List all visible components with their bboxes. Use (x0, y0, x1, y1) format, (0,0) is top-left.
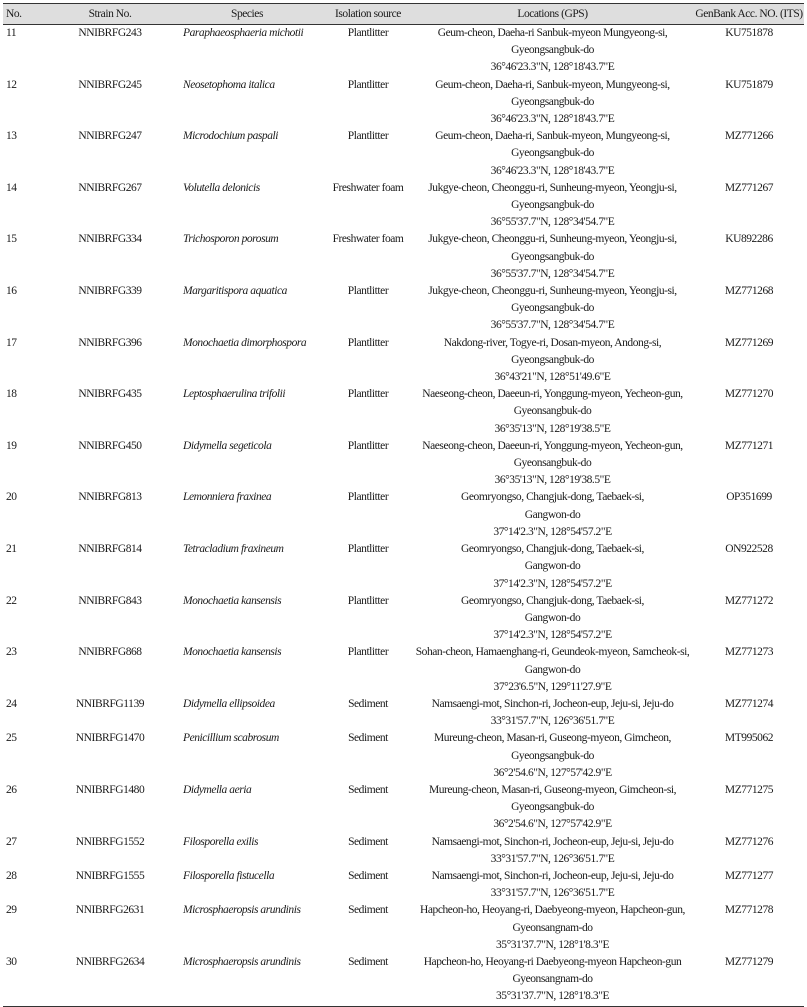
strain-table-container (3, 0, 804, 1007)
cell-strain: NNIBRFG247 (78, 130, 142, 143)
cell-location (411, 489, 694, 541)
location-line: Gyeongsangbuk-do (511, 749, 594, 762)
location-line: Namsaengi-mot, Sinchon-ri, Jocheon-eup, Jeju-si, Jeju-do (431, 697, 674, 710)
cell-species: Tetracladium fraxineum (183, 543, 284, 556)
cell-no: 26 (6, 783, 17, 796)
cell-location (411, 541, 694, 593)
location-line: 37°14'2.3"N, 128°54'57.2"E (493, 577, 612, 590)
cell-strain: NNIBRFG339 (78, 285, 142, 298)
cell-source: Plantlitter (347, 336, 389, 349)
location-line: 36°46'23.3"N, 128°18'43.7"E (490, 164, 615, 177)
cell-location (411, 25, 694, 77)
location-line: 37°23'6.5"N, 129°11'27.9"E (493, 680, 612, 693)
cell-source: Sediment (348, 835, 388, 848)
location-line: Gyeonsangbuk-do (513, 405, 592, 418)
location-line: Mureung-cheon, Masan-ri, Guseong-myeon, Gimcheon, (434, 732, 671, 745)
cell-no: 17 (6, 336, 17, 349)
location-line: Gyeongsangbuk-do (511, 199, 594, 212)
location-line: 36°46'23.3"N, 128°18'43.7"E (490, 61, 615, 74)
cell-no: 13 (6, 130, 17, 143)
cell-location (411, 231, 694, 283)
cell-species: Leptosphaerulina trifolii (183, 388, 286, 401)
cell-no: 24 (6, 697, 17, 710)
header-species: Species (169, 4, 325, 25)
cell-species: Filosporella exilis (183, 835, 259, 848)
cell-genbank: ON922528 (725, 543, 773, 556)
location-line: 36°43'21"N, 128°51'49.6"E (494, 371, 611, 384)
table-body (3, 25, 804, 1007)
cell-strain: NNIBRFG435 (78, 388, 142, 401)
table-row (3, 782, 804, 834)
cell-no: 19 (6, 439, 17, 452)
cell-strain: NNIBRFG1480 (75, 783, 145, 796)
location-line: Gyeonsangnam-do (512, 921, 593, 934)
cell-species: Didymella segeticola (183, 439, 272, 452)
cell-source: Plantlitter (347, 27, 389, 39)
location-line: Namsaengi-mot, Sinchon-ri, Jocheon-eup, Jeju-si, Jeju-do (431, 835, 674, 848)
table-row (3, 834, 804, 868)
table-row (3, 696, 804, 730)
cell-species: Monochaetia dimorphospora (183, 336, 307, 349)
cell-location (411, 868, 694, 902)
header-genbank: GenBank Acc. NO. (ITS) (694, 4, 804, 25)
cell-strain: NNIBRFG1552 (75, 835, 145, 848)
cell-genbank: MZ771278 (724, 904, 774, 917)
cell-source: Plantlitter (347, 388, 389, 401)
cell-location (411, 954, 694, 1006)
cell-species: Didymella ellipsoidea (183, 697, 275, 710)
table-row (3, 180, 804, 232)
cell-species: Monochaetia kansensis (183, 646, 282, 659)
location-line: 35°31'37.7"N, 128°1'8.3"E (495, 938, 610, 951)
cell-genbank: MZ771270 (724, 388, 774, 401)
table-row (3, 902, 804, 954)
cell-strain: NNIBRFG450 (78, 439, 142, 452)
cell-genbank: MZ771274 (724, 697, 774, 710)
cell-genbank: MZ771272 (724, 594, 774, 607)
location-line: Gyeonsangbuk-do (513, 457, 592, 470)
cell-species: Microsphaeropsis arundinis (169, 954, 325, 1006)
header-row (3, 4, 804, 25)
location-line: Gyeongsangbuk-do (511, 44, 594, 57)
location-line: Jukgye-cheon, Cheonggu-ri, Sunheung-myeon, Yeongju-si, (428, 285, 677, 298)
cell-location (411, 834, 694, 868)
table-row (3, 868, 804, 902)
cell-genbank: OP351699 (726, 491, 772, 504)
cell-species: Microsphaeropsis arundinis (183, 904, 301, 917)
cell-genbank: MT995062 (724, 732, 774, 745)
header-location: Locations (GPS) (411, 4, 694, 25)
header-source: Isolation source (325, 4, 411, 25)
location-line: Naeseong-cheon, Daeeun-ri, Yonggung-myeon, Yecheon-gun, (422, 388, 683, 401)
location-line: Jukgye-cheon, Cheonggu-ri, Sunheung-myeon, Yeongju-si, (428, 181, 677, 194)
cell-location (411, 77, 694, 129)
cell-genbank: MZ771277 (724, 869, 774, 882)
cell-no: 27 (6, 835, 17, 848)
header-no: No. (3, 4, 51, 25)
cell-location (411, 593, 694, 645)
cell-strain: NNIBRFG813 (78, 491, 142, 504)
table-row (3, 730, 804, 782)
cell-species: Filosporella fistucella (183, 869, 275, 882)
cell-no: 12 (6, 78, 17, 91)
cell-genbank: MZ771271 (724, 439, 774, 452)
cell-species: Trichosporon porosum (183, 233, 279, 246)
cell-genbank: MZ771268 (724, 285, 774, 298)
cell-source: Sediment (348, 783, 388, 796)
cell-location (411, 335, 694, 387)
location-line: Gyeongsangbuk-do (511, 302, 594, 315)
cell-source: Plantlitter (347, 285, 389, 298)
cell-genbank: MZ771276 (724, 835, 774, 848)
location-line: 36°35'13"N, 128°19'38.5"E (494, 422, 611, 435)
location-line: 36°2'54.6"N, 127°57'42.9"E (493, 818, 612, 831)
cell-strain: NNIBRFG868 (78, 646, 142, 659)
cell-source: Plantlitter (347, 543, 389, 556)
cell-strain: NNIBRFG814 (78, 543, 142, 556)
location-line: 36°35'13"N, 128°19'38.5"E (494, 474, 611, 487)
cell-strain: NNIBRFG1139 (75, 697, 145, 710)
location-line: Geomryongso, Changjuk-dong, Taebaek-si, (461, 594, 644, 607)
location-line: Geomryongso, Changjuk-dong, Taebaek-si, (461, 543, 644, 556)
cell-no: 30 (3, 954, 51, 1006)
cell-strain: NNIBRFG267 (78, 181, 142, 194)
location-line: Gyeongsangbuk-do (511, 147, 594, 160)
cell-location (411, 696, 694, 730)
table-row (3, 593, 804, 645)
cell-location (411, 283, 694, 335)
location-line: Gyeongsangbuk-do (511, 95, 594, 108)
cell-species: Margaritispora aquatica (183, 285, 287, 298)
cell-strain: NNIBRFG843 (78, 594, 142, 607)
cell-strain: NNIBRFG1555 (75, 869, 145, 882)
table-row (3, 541, 804, 593)
cell-genbank: MZ771269 (724, 336, 774, 349)
location-line: Geum-cheon, Daeha-ri, Sanbuk-myeon, Mungyeong-si, (435, 130, 670, 143)
cell-no: 28 (6, 869, 17, 882)
location-line: 36°46'23.3"N, 128°18'43.7"E (490, 113, 615, 126)
table-header (3, 4, 804, 25)
location-line: 36°55'37.7"N, 128°34'54.7"E (490, 216, 615, 229)
location-line: Geomryongso, Changjuk-dong, Taebaek-si, (461, 491, 644, 504)
table-row (3, 231, 804, 283)
location-line: Geum-cheon, Daeha-ri, Sanbuk-myeon, Mungyeong-si, (435, 78, 670, 91)
cell-source: Plantlitter (347, 594, 389, 607)
cell-source: Plantlitter (347, 130, 389, 143)
cell-no: 25 (6, 732, 17, 745)
location-line: 33°31'57.7"N, 126°36'51.7"E (490, 887, 615, 900)
cell-location (411, 902, 694, 954)
cell-species: Didymella aeria (183, 783, 252, 796)
strain-table (3, 3, 804, 1007)
cell-species: Volutella delonicis (183, 181, 260, 194)
cell-source: Sediment (348, 904, 388, 917)
table-row (3, 386, 804, 438)
cell-genbank: MZ771279 (694, 954, 804, 1006)
location-line: Nakdong-river, Togye-ri, Dosan-myeon, Andong-si, (443, 336, 662, 349)
cell-strain: NNIBRFG2631 (75, 904, 145, 917)
location-line: 37°14'2.3"N, 128°54'57.2"E (493, 629, 612, 642)
location-line: 35°31'37.7"N, 128°1'8.3"E (495, 990, 610, 1003)
cell-source: Sediment (348, 732, 388, 745)
cell-species: Monochaetia kansensis (183, 594, 282, 607)
cell-strain: NNIBRFG396 (78, 336, 142, 349)
location-line: 36°55'37.7"N, 128°34'54.7"E (490, 319, 615, 332)
cell-source: Freshwater foam (332, 181, 404, 194)
cell-location (411, 730, 694, 782)
cell-no: 23 (6, 646, 17, 659)
cell-source: Sediment (325, 954, 411, 1006)
cell-species: Neosetophoma italica (183, 78, 275, 91)
cell-source: Plantlitter (347, 646, 389, 659)
cell-location (411, 180, 694, 232)
cell-strain: NNIBRFG1470 (75, 732, 145, 745)
cell-species: Lemonniera fraxinea (183, 491, 272, 504)
location-line: 37°14'2.3"N, 128°54'57.2"E (493, 525, 612, 538)
cell-no: 29 (6, 904, 17, 917)
cell-genbank: MZ771267 (724, 181, 774, 194)
location-line: Naeseong-cheon, Daeeun-ri, Yonggung-myeon, Yecheon-gun, (422, 439, 683, 452)
location-line: Sohan-cheon, Hamaenghang-ri, Geundeok-myeon, Samcheok-si, (415, 646, 690, 659)
location-line: Gangwon-do (524, 611, 581, 624)
cell-species: Penicillium scabrosum (183, 732, 279, 745)
table-row (3, 489, 804, 541)
location-line: 33°31'57.7"N, 126°36'51.7"E (490, 852, 615, 865)
location-line: Gyeongsangbuk-do (511, 801, 594, 814)
cell-genbank: KU751879 (725, 78, 773, 91)
location-line: 36°55'37.7"N, 128°34'54.7"E (490, 267, 615, 280)
cell-genbank: KU892286 (725, 233, 773, 246)
location-line: Hapcheon-ho, Heoyang-ri Daebyeong-myeon Hapcheon-gun (423, 955, 682, 968)
location-line: Gangwon-do (524, 508, 581, 521)
cell-no: 15 (6, 233, 17, 246)
cell-strain: NNIBRFG334 (78, 233, 142, 246)
cell-location (411, 644, 694, 696)
location-line: 33°31'57.7"N, 126°36'51.7"E (490, 715, 615, 728)
cell-strain: NNIBRFG2634 (51, 954, 169, 1006)
cell-strain: NNIBRFG245 (78, 78, 142, 91)
location-line: 36°2'54.6"N, 127°57'42.9"E (493, 766, 612, 779)
cell-genbank: MZ771266 (724, 130, 774, 143)
location-line: Jukgye-cheon, Cheonggu-ri, Sunheung-myeon, Yeongju-si, (428, 233, 677, 246)
cell-source: Plantlitter (347, 439, 389, 452)
cell-species: Microdochium paspali (183, 130, 279, 143)
table-row (3, 77, 804, 129)
location-line: Gyeongsangbuk-do (511, 353, 594, 366)
cell-no: 21 (6, 543, 17, 556)
table-row (3, 25, 804, 77)
cell-genbank: MZ771275 (724, 783, 774, 796)
cell-no: 22 (6, 594, 17, 607)
location-line: Gyeonsangnam-do (512, 973, 593, 986)
cell-location (411, 128, 694, 180)
cell-location (411, 386, 694, 438)
cell-source: Plantlitter (347, 78, 389, 91)
cell-location (411, 782, 694, 834)
cell-no: 16 (6, 285, 17, 298)
cell-genbank: MZ771273 (724, 646, 774, 659)
cell-no: 11 (6, 27, 17, 39)
table-row (3, 954, 804, 1006)
cell-no: 18 (6, 388, 17, 401)
table-row (3, 283, 804, 335)
location-line: Gyeongsangbuk-do (511, 250, 594, 263)
table-row (3, 438, 804, 490)
cell-no: 20 (6, 491, 17, 504)
cell-source: Plantlitter (347, 491, 389, 504)
table-row (3, 644, 804, 696)
location-line: Gangwon-do (524, 560, 581, 573)
location-line: Hapcheon-ho, Heoyang-ri, Daebyeong-myeon, Hapcheon-gun, (420, 904, 685, 917)
cell-genbank: KU751878 (725, 27, 773, 39)
cell-species: Paraphaeosphaeria michotii (183, 27, 304, 39)
table-row (3, 128, 804, 180)
header-strain: Strain No. (51, 4, 169, 25)
cell-location (411, 438, 694, 490)
cell-source: Sediment (348, 869, 388, 882)
location-line: Mureung-cheon, Masan-ri, Guseong-myeon, Gimcheon-si, (428, 783, 677, 796)
location-line: Namsaengi-mot, Sinchon-ri, Jocheon-eup, Jeju-si, Jeju-do (431, 869, 674, 882)
location-line: Geum-cheon, Daeha-ri Sanbuk-myeon Mungyeong-si, (437, 27, 668, 39)
cell-source: Freshwater foam (332, 233, 404, 246)
cell-no: 14 (6, 181, 17, 194)
table-row (3, 335, 804, 387)
cell-strain: NNIBRFG243 (78, 27, 142, 39)
location-line: Gangwon-do (524, 663, 581, 676)
cell-source: Sediment (348, 697, 388, 710)
